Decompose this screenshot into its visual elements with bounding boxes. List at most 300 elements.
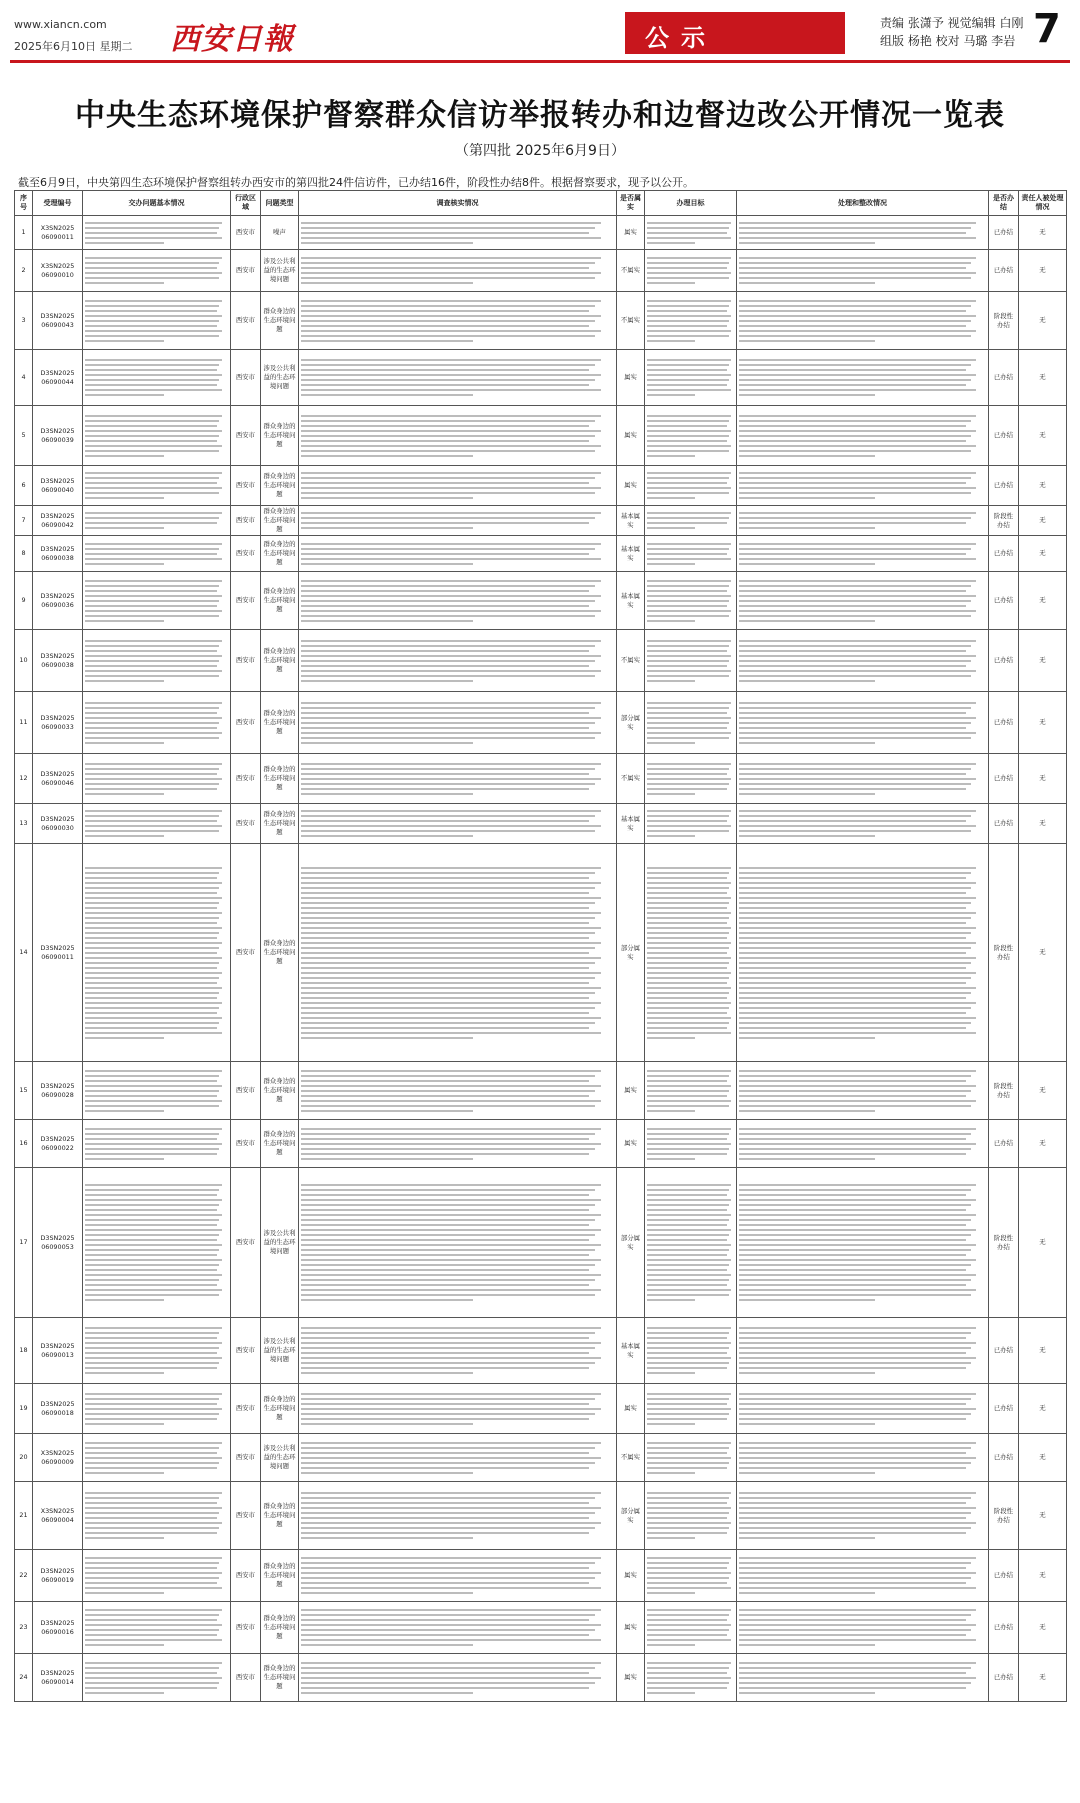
- cell-region: 西安市: [231, 1654, 261, 1702]
- cell-penalty: 无: [1019, 630, 1067, 692]
- cell-penalty: 无: [1019, 1434, 1067, 1482]
- body-text-placeholder: [85, 257, 228, 284]
- cell-type: 群众身边的生态环境问题: [261, 572, 299, 630]
- cell-description: [299, 692, 617, 754]
- body-text-placeholder: [301, 543, 614, 565]
- cell-description: [737, 572, 989, 630]
- cell-description: [737, 1602, 989, 1654]
- cell-no: 1: [15, 216, 33, 250]
- cell-description: [737, 804, 989, 844]
- cell-status: 阶段性办结: [989, 1482, 1019, 1550]
- cell-description: [737, 1062, 989, 1120]
- body-text-placeholder: [739, 512, 986, 529]
- table-row: [15, 754, 1067, 804]
- cell-no: 4: [15, 350, 33, 406]
- cell-no: 5: [15, 406, 33, 466]
- cell-region: 西安市: [231, 1434, 261, 1482]
- cell-description: [737, 1120, 989, 1168]
- cell-no: 3: [15, 292, 33, 350]
- cell-description: [737, 536, 989, 572]
- body-text-placeholder: [85, 1128, 228, 1160]
- body-text-placeholder: [739, 1557, 986, 1594]
- body-text-placeholder: [739, 810, 986, 837]
- cell-status: 已办结: [989, 250, 1019, 292]
- cell-id: D3SN2025 06090018: [33, 1384, 83, 1434]
- cell-region: 西安市: [231, 844, 261, 1062]
- cell-id: D3SN2025 06090033: [33, 692, 83, 754]
- body-text-placeholder: [301, 222, 614, 244]
- cell-description: [299, 216, 617, 250]
- cell-status: 已办结: [989, 1318, 1019, 1384]
- cell-region: 西安市: [231, 1168, 261, 1318]
- cell-id: D3SN2025 06090043: [33, 292, 83, 350]
- masthead-divider: [10, 60, 1070, 63]
- cell-verdict: 基本属实: [617, 572, 645, 630]
- body-text-placeholder: [647, 1662, 734, 1694]
- cell-region: 西安市: [231, 804, 261, 844]
- body-text-placeholder: [647, 1609, 734, 1646]
- cell-description: [83, 1318, 231, 1384]
- table-row: [15, 844, 1067, 1062]
- table-row: [15, 1120, 1067, 1168]
- cell-no: 9: [15, 572, 33, 630]
- cell-type: 群众身边的生态环境问题: [261, 466, 299, 506]
- cell-description: [737, 630, 989, 692]
- cell-penalty: 无: [1019, 1318, 1067, 1384]
- cell-id: D3SN2025 06090046: [33, 754, 83, 804]
- body-text-placeholder: [739, 1609, 986, 1646]
- cell-no: 11: [15, 692, 33, 754]
- cell-description: [737, 1384, 989, 1434]
- table-row: [15, 1062, 1067, 1120]
- cell-description: [299, 1482, 617, 1550]
- body-text-placeholder: [85, 763, 228, 795]
- cell-no: 18: [15, 1318, 33, 1384]
- cell-type: 群众身边的生态环境问题: [261, 692, 299, 754]
- cell-description: [737, 292, 989, 350]
- cell-status: 已办结: [989, 1602, 1019, 1654]
- cell-no: 24: [15, 1654, 33, 1702]
- cell-description: [645, 406, 737, 466]
- body-text-placeholder: [301, 763, 614, 795]
- cell-region: 西安市: [231, 506, 261, 536]
- body-text-placeholder: [647, 1070, 734, 1112]
- cell-description: [645, 506, 737, 536]
- body-text-placeholder: [739, 1442, 986, 1474]
- cell-penalty: 无: [1019, 536, 1067, 572]
- table-row: [15, 1384, 1067, 1434]
- cell-description: [83, 1384, 231, 1434]
- body-text-placeholder: [647, 867, 734, 1039]
- body-text-placeholder: [85, 1662, 228, 1694]
- cell-description: [737, 1168, 989, 1318]
- cell-penalty: 无: [1019, 1482, 1067, 1550]
- cell-type: 群众身边的生态环境问题: [261, 844, 299, 1062]
- body-text-placeholder: [301, 1609, 614, 1646]
- cell-type: 群众身边的生态环境问题: [261, 406, 299, 466]
- cell-description: [83, 1654, 231, 1702]
- editors-line-2: 组版 杨艳 校对 马璐 李岩: [880, 34, 1016, 48]
- cell-id: D3SN2025 06090038: [33, 536, 83, 572]
- cell-status: 已办结: [989, 804, 1019, 844]
- cell-id: D3SN2025 06090040: [33, 466, 83, 506]
- body-text-placeholder: [739, 257, 986, 284]
- cell-status: 已办结: [989, 572, 1019, 630]
- body-text-placeholder: [301, 702, 614, 744]
- cell-description: [737, 350, 989, 406]
- cell-id: D3SN2025 06090019: [33, 1550, 83, 1602]
- cell-verdict: 属实: [617, 216, 645, 250]
- column-header: 受理编号: [33, 191, 83, 216]
- cell-description: [299, 1434, 617, 1482]
- body-text-placeholder: [647, 543, 734, 565]
- body-text-placeholder: [739, 702, 986, 744]
- cell-description: [299, 844, 617, 1062]
- cell-id: X3SN2025 06090004: [33, 1482, 83, 1550]
- body-text-placeholder: [301, 1492, 614, 1539]
- cell-no: 2: [15, 250, 33, 292]
- body-text-placeholder: [301, 512, 614, 529]
- cell-no: 17: [15, 1168, 33, 1318]
- cell-penalty: 无: [1019, 804, 1067, 844]
- table-row: [15, 506, 1067, 536]
- cell-description: [299, 754, 617, 804]
- cell-no: 14: [15, 844, 33, 1062]
- cell-description: [83, 1434, 231, 1482]
- body-text-placeholder: [301, 1070, 614, 1112]
- body-text-placeholder: [301, 1128, 614, 1160]
- cell-description: [83, 630, 231, 692]
- cell-verdict: 属实: [617, 1602, 645, 1654]
- cell-description: [299, 1550, 617, 1602]
- cell-penalty: 无: [1019, 1120, 1067, 1168]
- cell-description: [83, 506, 231, 536]
- editors-credit: [880, 14, 1023, 50]
- table-row: [15, 250, 1067, 292]
- cell-description: [737, 1318, 989, 1384]
- cell-region: 西安市: [231, 292, 261, 350]
- cell-region: 西安市: [231, 1120, 261, 1168]
- cell-description: [645, 804, 737, 844]
- cell-penalty: 无: [1019, 292, 1067, 350]
- table-row: [15, 630, 1067, 692]
- cell-description: [299, 1318, 617, 1384]
- cell-verdict: 属实: [617, 1550, 645, 1602]
- table-row: [15, 1318, 1067, 1384]
- body-text-placeholder: [85, 1184, 228, 1301]
- body-text-placeholder: [647, 1327, 734, 1374]
- cell-verdict: 属实: [617, 350, 645, 406]
- cell-status: 阶段性办结: [989, 844, 1019, 1062]
- cases-table: [14, 190, 1067, 1702]
- cell-description: [645, 1318, 737, 1384]
- body-text-placeholder: [739, 1070, 986, 1112]
- body-text-placeholder: [301, 640, 614, 682]
- body-text-placeholder: [647, 300, 734, 342]
- site-url[interactable]: www.xiancn.com: [14, 18, 107, 31]
- cell-verdict: 属实: [617, 406, 645, 466]
- body-text-placeholder: [301, 580, 614, 622]
- body-text-placeholder: [85, 222, 228, 244]
- cell-region: 西安市: [231, 1318, 261, 1384]
- cell-no: 16: [15, 1120, 33, 1168]
- body-text-placeholder: [647, 1442, 734, 1474]
- cell-id: D3SN2025 06090013: [33, 1318, 83, 1384]
- cell-region: 西安市: [231, 1482, 261, 1550]
- cell-description: [645, 1384, 737, 1434]
- cell-id: D3SN2025 06090016: [33, 1602, 83, 1654]
- body-text-placeholder: [647, 1128, 734, 1160]
- cell-verdict: 属实: [617, 1062, 645, 1120]
- cell-type: 群众身边的生态环境问题: [261, 1654, 299, 1702]
- table-row: [15, 692, 1067, 754]
- cell-penalty: 无: [1019, 1550, 1067, 1602]
- cell-region: 西安市: [231, 1550, 261, 1602]
- cell-description: [645, 350, 737, 406]
- body-text-placeholder: [739, 543, 986, 565]
- body-text-placeholder: [301, 257, 614, 284]
- cell-region: 西安市: [231, 216, 261, 250]
- table-row: [15, 406, 1067, 466]
- cell-no: 15: [15, 1062, 33, 1120]
- body-text-placeholder: [85, 512, 228, 529]
- cell-description: [645, 250, 737, 292]
- cell-no: 8: [15, 536, 33, 572]
- cell-penalty: 无: [1019, 1654, 1067, 1702]
- cell-region: 西安市: [231, 1384, 261, 1434]
- issue-date: 2025年6月10日 星期二: [14, 40, 133, 53]
- cell-description: [645, 1168, 737, 1318]
- column-header: 问题类型: [261, 191, 299, 216]
- cell-verdict: 不属实: [617, 754, 645, 804]
- body-text-placeholder: [647, 1184, 734, 1301]
- cell-region: 西安市: [231, 536, 261, 572]
- cell-description: [737, 506, 989, 536]
- cell-description: [645, 1434, 737, 1482]
- cell-description: [83, 406, 231, 466]
- body-text-placeholder: [301, 1393, 614, 1425]
- body-text-placeholder: [85, 415, 228, 457]
- body-text-placeholder: [85, 359, 228, 396]
- body-text-placeholder: [647, 810, 734, 837]
- cell-description: [83, 1482, 231, 1550]
- cell-no: 7: [15, 506, 33, 536]
- body-text-placeholder: [85, 543, 228, 565]
- cell-id: D3SN2025 06090039: [33, 406, 83, 466]
- cell-status: 已办结: [989, 754, 1019, 804]
- cell-description: [737, 754, 989, 804]
- body-text-placeholder: [739, 1393, 986, 1425]
- cell-description: [645, 844, 737, 1062]
- cell-status: 阶段性办结: [989, 1062, 1019, 1120]
- table-row: [15, 536, 1067, 572]
- cell-no: 20: [15, 1434, 33, 1482]
- cell-description: [299, 572, 617, 630]
- cell-description: [645, 1062, 737, 1120]
- cell-description: [299, 1062, 617, 1120]
- body-text-placeholder: [85, 810, 228, 837]
- cell-description: [83, 692, 231, 754]
- cell-id: D3SN2025 06090038: [33, 630, 83, 692]
- cell-id: X3SN2025 06090010: [33, 250, 83, 292]
- body-text-placeholder: [301, 1327, 614, 1374]
- cell-description: [299, 250, 617, 292]
- body-text-placeholder: [301, 1557, 614, 1594]
- cell-description: [645, 536, 737, 572]
- cell-id: D3SN2025 06090044: [33, 350, 83, 406]
- cell-description: [83, 250, 231, 292]
- cell-no: 22: [15, 1550, 33, 1602]
- cell-penalty: 无: [1019, 1168, 1067, 1318]
- cell-region: 西安市: [231, 250, 261, 292]
- cell-description: [645, 630, 737, 692]
- column-header: 调查核实情况: [299, 191, 617, 216]
- body-text-placeholder: [301, 415, 614, 457]
- cell-penalty: 无: [1019, 406, 1067, 466]
- cell-penalty: 无: [1019, 572, 1067, 630]
- table-header: [15, 191, 1067, 216]
- cell-id: D3SN2025 06090011: [33, 844, 83, 1062]
- body-text-placeholder: [739, 1662, 986, 1694]
- table-row: [15, 804, 1067, 844]
- cell-id: D3SN2025 06090042: [33, 506, 83, 536]
- cell-description: [645, 1550, 737, 1602]
- cell-status: 已办结: [989, 630, 1019, 692]
- cell-description: [83, 754, 231, 804]
- cell-no: 21: [15, 1482, 33, 1550]
- cell-no: 6: [15, 466, 33, 506]
- cell-type: 群众身边的生态环境问题: [261, 630, 299, 692]
- cell-status: 已办结: [989, 536, 1019, 572]
- body-text-placeholder: [739, 580, 986, 622]
- cell-description: [83, 1120, 231, 1168]
- cell-description: [299, 536, 617, 572]
- cell-description: [83, 1062, 231, 1120]
- body-text-placeholder: [301, 867, 614, 1039]
- cell-description: [737, 216, 989, 250]
- table-row: [15, 572, 1067, 630]
- body-text-placeholder: [647, 257, 734, 284]
- cell-penalty: 无: [1019, 466, 1067, 506]
- column-header: 序号: [15, 191, 33, 216]
- cell-type: 群众身边的生态环境问题: [261, 1550, 299, 1602]
- body-text-placeholder: [85, 1442, 228, 1474]
- cell-description: [645, 1120, 737, 1168]
- column-header: 处理和整改情况: [737, 191, 989, 216]
- cell-penalty: 无: [1019, 692, 1067, 754]
- body-text-placeholder: [301, 1184, 614, 1301]
- cell-description: [83, 1168, 231, 1318]
- cell-description: [645, 292, 737, 350]
- cell-description: [737, 466, 989, 506]
- cell-verdict: 基本属实: [617, 804, 645, 844]
- body-text-placeholder: [301, 359, 614, 396]
- cell-description: [299, 1654, 617, 1702]
- body-text-placeholder: [301, 1442, 614, 1474]
- cell-status: 阶段性办结: [989, 506, 1019, 536]
- cell-description: [737, 844, 989, 1062]
- body-text-placeholder: [647, 472, 734, 499]
- cell-type: 涉及公共利益的生态环境问题: [261, 350, 299, 406]
- table-row: [15, 1482, 1067, 1550]
- cell-verdict: 部分属实: [617, 1168, 645, 1318]
- cell-verdict: 属实: [617, 1654, 645, 1702]
- page-title: 中央生态环境保护督察群众信访举报转办和边督边改公开情况一览表: [75, 98, 1005, 133]
- body-text-placeholder: [647, 512, 734, 529]
- cell-description: [299, 1602, 617, 1654]
- cell-description: [299, 630, 617, 692]
- cell-description: [737, 1434, 989, 1482]
- cell-type: 涉及公共利益的生态环境问题: [261, 1318, 299, 1384]
- cell-description: [645, 216, 737, 250]
- cell-region: 西安市: [231, 754, 261, 804]
- cell-description: [737, 692, 989, 754]
- body-text-placeholder: [739, 472, 986, 499]
- table-row: [15, 1602, 1067, 1654]
- cell-id: D3SN2025 06090030: [33, 804, 83, 844]
- body-text-placeholder: [739, 763, 986, 795]
- cell-penalty: 无: [1019, 350, 1067, 406]
- cell-type: 群众身边的生态环境问题: [261, 506, 299, 536]
- cell-type: 涉及公共利益的生态环境问题: [261, 250, 299, 292]
- cell-penalty: 无: [1019, 1602, 1067, 1654]
- cell-id: D3SN2025 06090053: [33, 1168, 83, 1318]
- body-text-placeholder: [739, 640, 986, 682]
- cell-description: [645, 1482, 737, 1550]
- cell-verdict: 不属实: [617, 250, 645, 292]
- cell-description: [737, 1654, 989, 1702]
- cell-region: 西安市: [231, 630, 261, 692]
- body-text-placeholder: [85, 1609, 228, 1646]
- body-text-placeholder: [739, 1327, 986, 1374]
- cell-type: 群众身边的生态环境问题: [261, 754, 299, 804]
- cell-status: 已办结: [989, 406, 1019, 466]
- column-header: 交办问题基本情况: [83, 191, 231, 216]
- body-text-placeholder: [647, 359, 734, 396]
- body-text-placeholder: [647, 1492, 734, 1539]
- body-text-placeholder: [85, 1327, 228, 1374]
- body-text-placeholder: [647, 222, 734, 244]
- table-row: [15, 1654, 1067, 1702]
- body-text-placeholder: [85, 472, 228, 499]
- column-header: 是否属实: [617, 191, 645, 216]
- cell-region: 西安市: [231, 406, 261, 466]
- page-number: 7: [1033, 6, 1061, 52]
- table-row: [15, 350, 1067, 406]
- cell-type: 群众身边的生态环境问题: [261, 1384, 299, 1434]
- body-text-placeholder: [739, 359, 986, 396]
- body-text-placeholder: [647, 1393, 734, 1425]
- cell-region: 西安市: [231, 466, 261, 506]
- cell-no: 10: [15, 630, 33, 692]
- body-text-placeholder: [647, 702, 734, 744]
- cell-description: [299, 406, 617, 466]
- cell-type: 群众身边的生态环境问题: [261, 1120, 299, 1168]
- body-text-placeholder: [739, 222, 986, 244]
- column-header: 办理目标: [645, 191, 737, 216]
- body-text-placeholder: [739, 1184, 986, 1301]
- body-text-placeholder: [301, 300, 614, 342]
- cell-region: 西安市: [231, 572, 261, 630]
- cell-no: 12: [15, 754, 33, 804]
- body-text-placeholder: [85, 702, 228, 744]
- section-label: 公示: [645, 24, 717, 52]
- cell-id: D3SN2025 06090028: [33, 1062, 83, 1120]
- cell-description: [737, 1482, 989, 1550]
- cell-description: [299, 1384, 617, 1434]
- cell-id: D3SN2025 06090022: [33, 1120, 83, 1168]
- body-text-placeholder: [739, 867, 986, 1039]
